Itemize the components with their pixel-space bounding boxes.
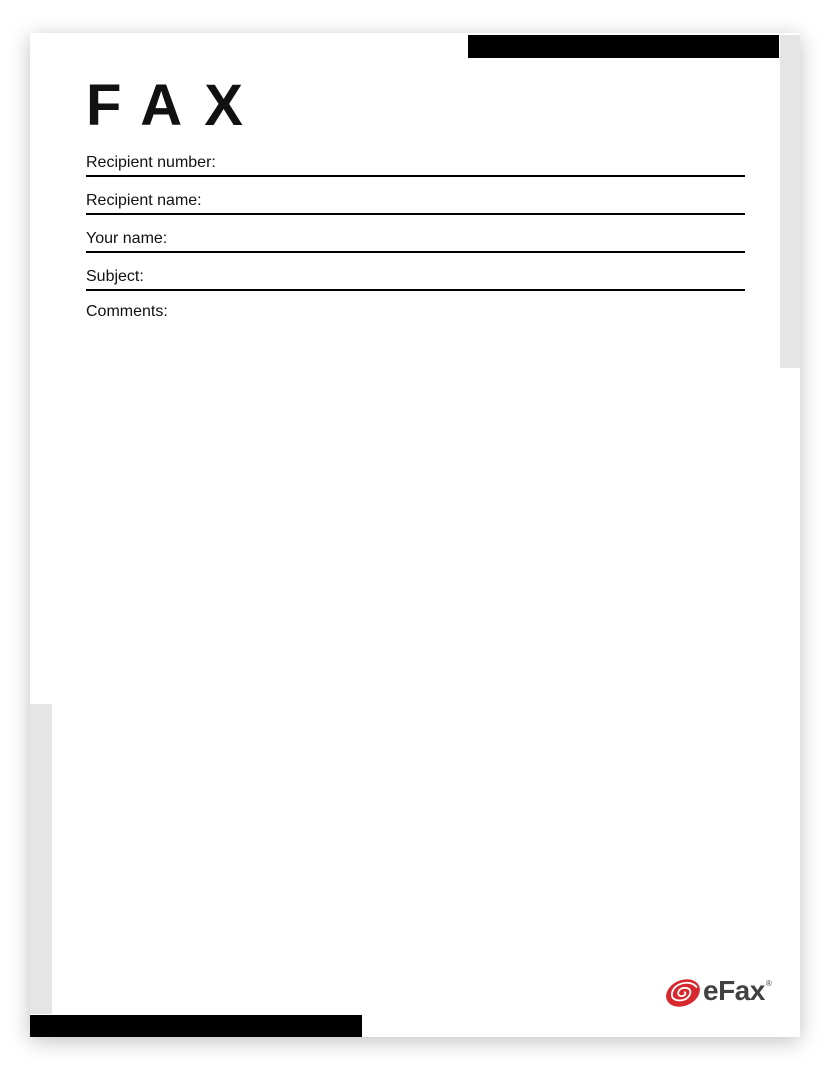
efax-logo bbox=[664, 973, 771, 1013]
left-accent-strip bbox=[30, 704, 52, 1014]
field-recipient-number[interactable] bbox=[86, 139, 745, 177]
top-accent-bar bbox=[468, 35, 779, 58]
registered-trademark-icon: ® bbox=[765, 979, 772, 988]
efax-logo-text: eFax bbox=[703, 975, 765, 1006]
fax-form-fields bbox=[86, 139, 745, 324]
field-label-comments: Comments: bbox=[86, 303, 168, 320]
field-label-your-name: Your name: bbox=[86, 230, 168, 247]
efax-spiral-icon bbox=[664, 974, 702, 1012]
field-recipient-name[interactable] bbox=[86, 177, 745, 215]
field-subject[interactable] bbox=[86, 253, 745, 291]
fax-title: FAX bbox=[86, 73, 265, 138]
field-label-subject: Subject: bbox=[86, 268, 144, 285]
right-accent-strip bbox=[780, 35, 800, 368]
field-your-name[interactable] bbox=[86, 215, 745, 253]
field-comments-label-row bbox=[86, 303, 745, 324]
bottom-accent-bar bbox=[30, 1015, 362, 1037]
comments-writing-area[interactable] bbox=[86, 333, 745, 693]
fax-cover-sheet-page bbox=[30, 33, 800, 1037]
field-label-recipient-name: Recipient name: bbox=[86, 192, 202, 209]
field-label-recipient-number: Recipient number: bbox=[86, 154, 216, 171]
